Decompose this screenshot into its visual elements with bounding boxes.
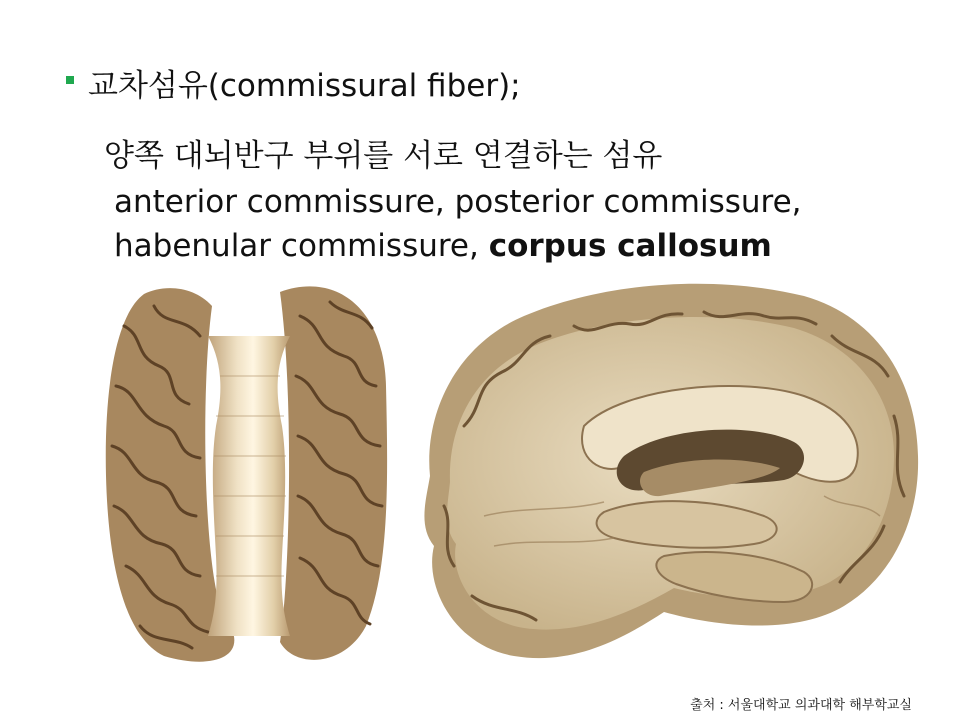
right-hemisphere-top bbox=[280, 286, 387, 659]
examples-plain: habenular commissure, bbox=[114, 228, 489, 264]
brain-illustration bbox=[104, 276, 926, 668]
definition-korean: 양쪽 대뇌반구 부위를 서로 연결하는 섬유 bbox=[104, 138, 663, 174]
corpus-callosum-term: corpus callosum bbox=[488, 228, 772, 264]
right-hemisphere-medial bbox=[424, 284, 918, 658]
bullet-marker bbox=[66, 76, 74, 84]
image-credit: 출처 : 서울대학교 의과대학 해부학교실 bbox=[690, 698, 912, 713]
slide-heading: 교차섬유(commissural fiber); bbox=[88, 68, 521, 104]
examples-line-2 bbox=[114, 224, 772, 268]
brain-figure bbox=[104, 276, 926, 668]
examples-line-1: anterior commissure, posterior commissure, bbox=[114, 184, 802, 220]
corpus-callosum-band bbox=[208, 336, 290, 636]
